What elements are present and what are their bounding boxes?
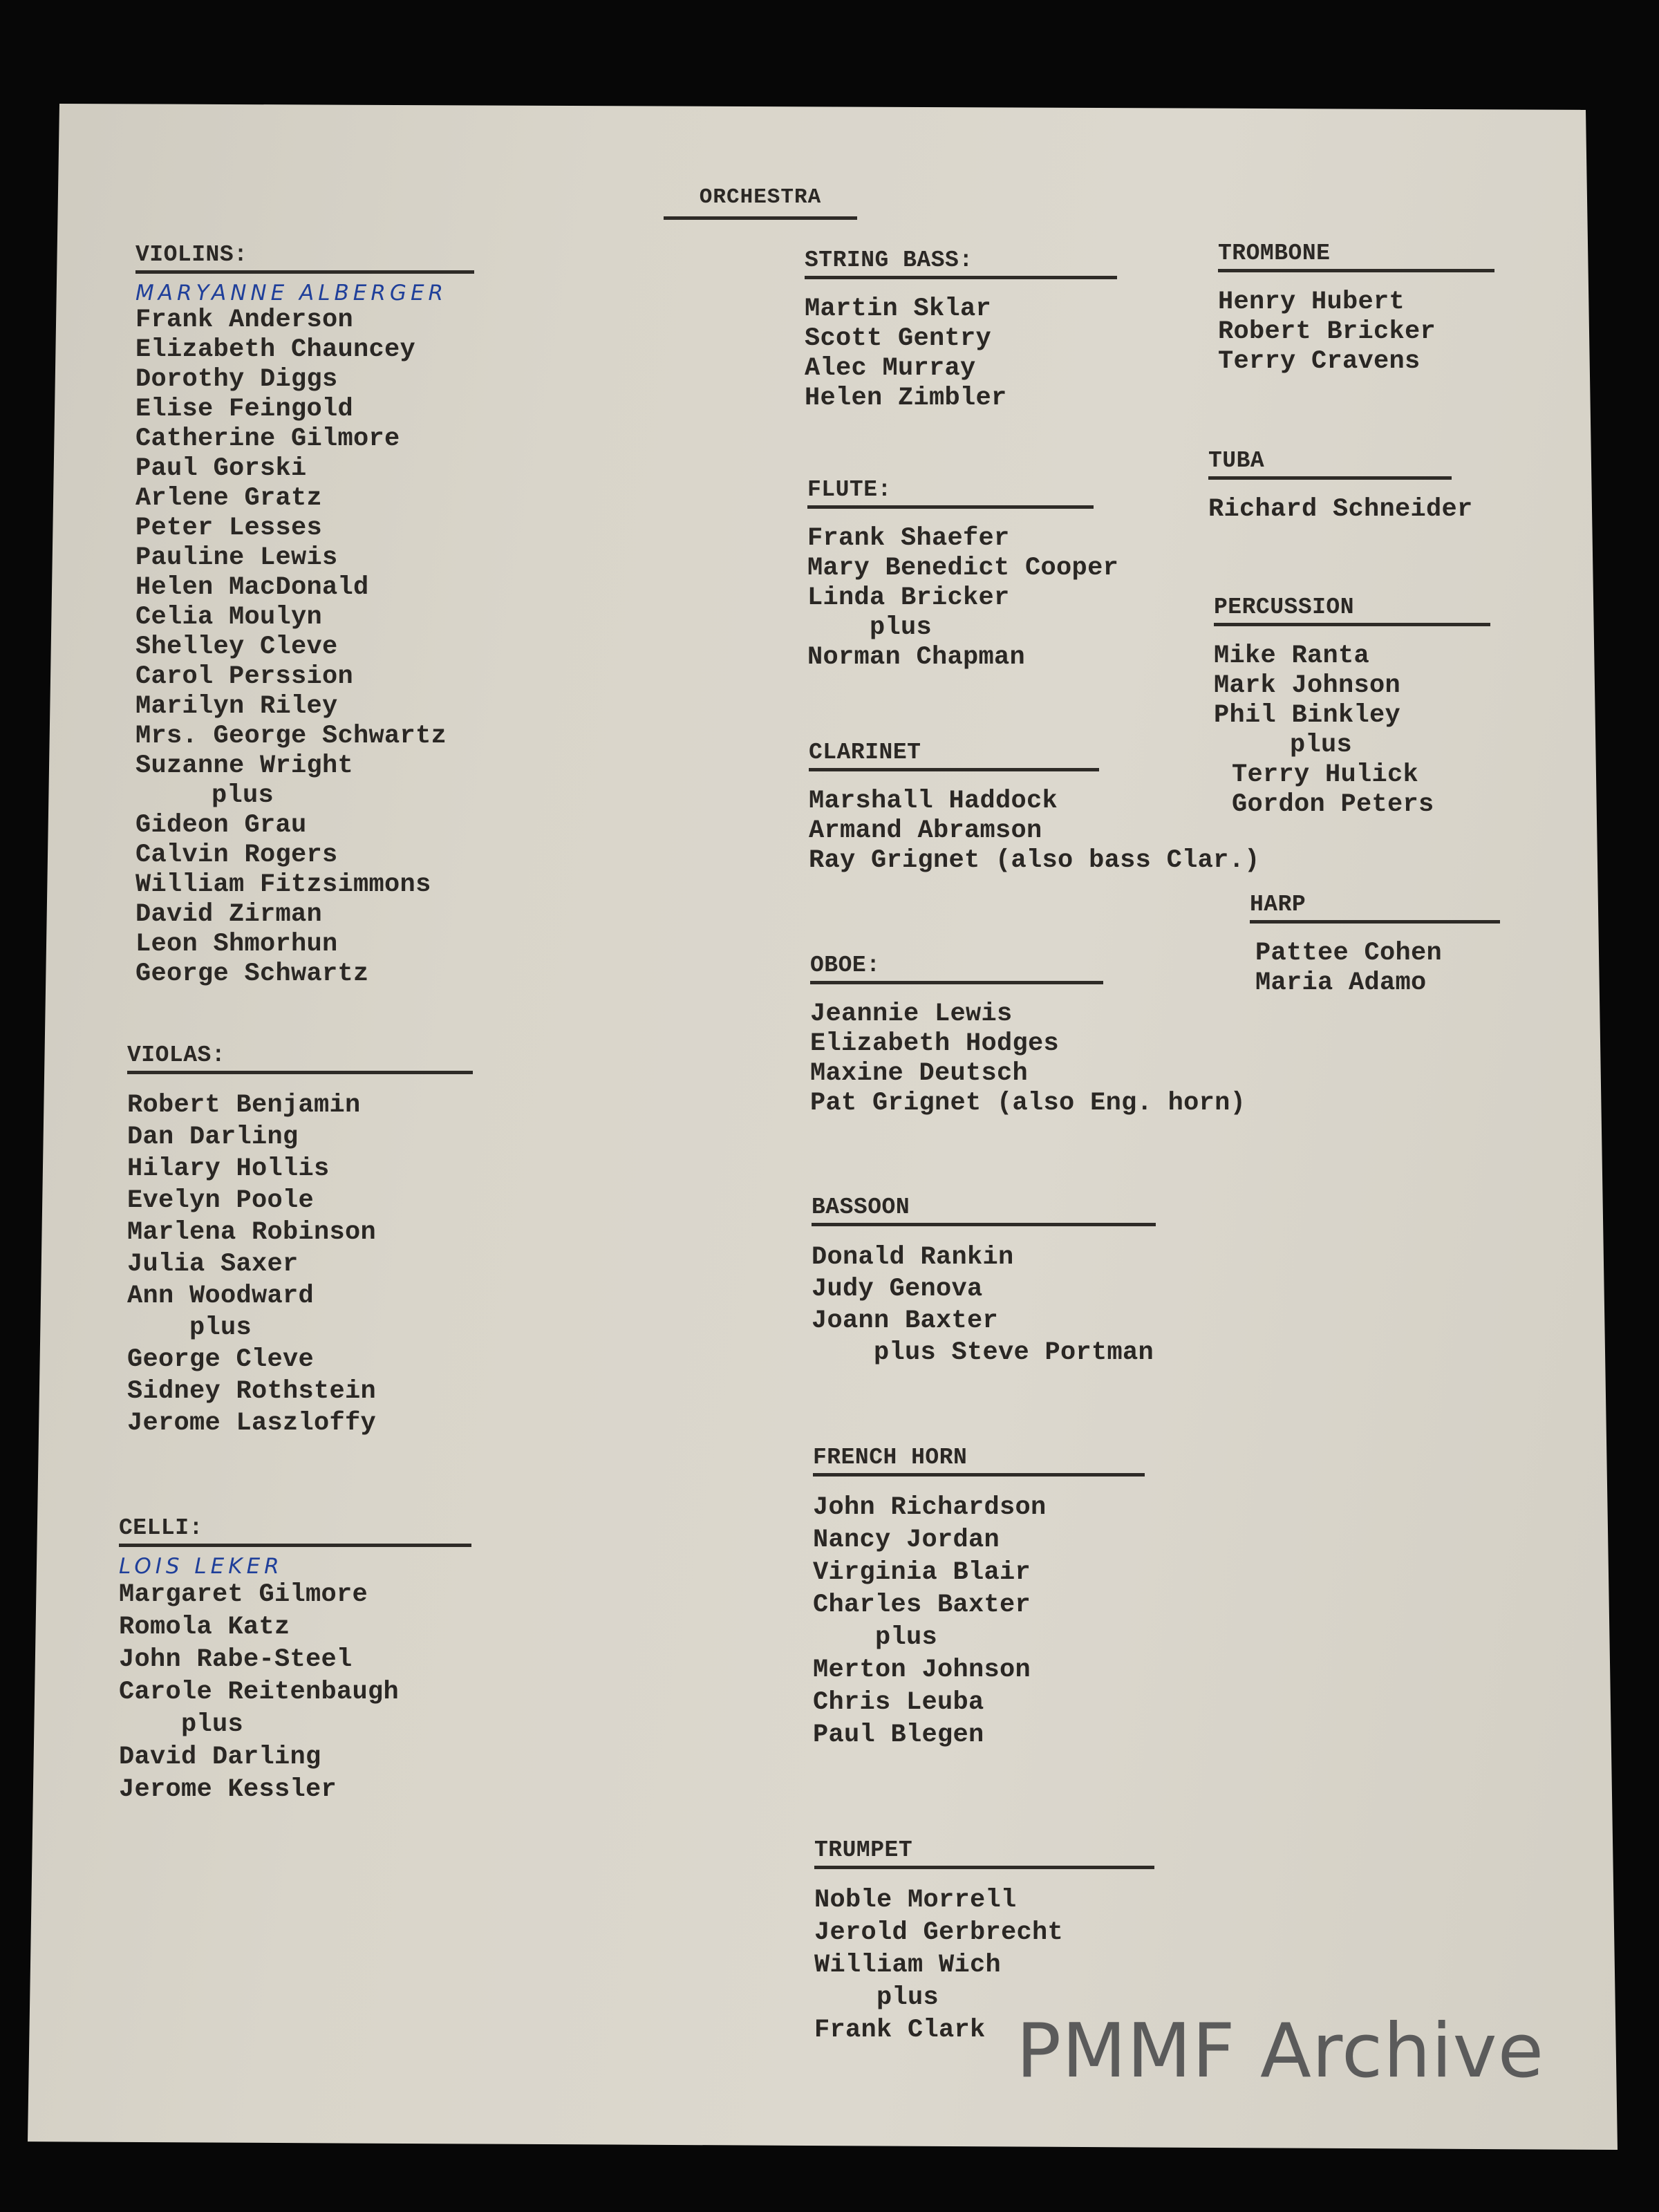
section-header: VIOLAS: [127, 1042, 473, 1074]
member-name: Peter Lesses [135, 514, 323, 543]
section-header: VIOLINS: [135, 242, 474, 274]
section-header: CLARINET [809, 740, 1099, 771]
member-name: Dan Darling [127, 1123, 299, 1152]
member-name: Pattee Cohen [1255, 939, 1443, 968]
member-name: Calvin Rogers [135, 841, 338, 870]
member-name: Robert Bricker [1218, 317, 1436, 346]
member-name: Scott Gentry [805, 324, 992, 353]
section-clarinet [809, 740, 1260, 876]
section-trombone [1218, 241, 1494, 377]
member-name: Jerome Kessler [119, 1775, 337, 1804]
member-name: Terry Cravens [1218, 347, 1421, 376]
member-name: Marlena Robinson [127, 1218, 377, 1247]
member-name: Evelyn Poole [127, 1186, 315, 1215]
member-name: Phil Binkley [1214, 701, 1401, 730]
member-name: Robert Benjamin [127, 1091, 361, 1120]
member-name: Ann Woodward [127, 1282, 315, 1311]
page-title: ORCHESTRA [664, 185, 857, 220]
member-name: Elizabeth Hodges [810, 1029, 1060, 1058]
member-name: Suzanne Wright [135, 751, 354, 780]
member-name: Terry Hulick [1232, 760, 1419, 789]
archive-watermark: PMMF Archive [1016, 2008, 1545, 2094]
member-name: Armand Abramson [809, 816, 1042, 845]
member-name: Pat Grignet (also Eng. horn) [810, 1089, 1246, 1118]
member-name: Frank Clark [814, 2016, 986, 2045]
member-name: Jeannie Lewis [810, 1000, 1013, 1029]
member-name: Shelley Cleve [135, 632, 338, 662]
plus-label: plus [875, 1623, 938, 1652]
section-celli [119, 1515, 471, 1806]
member-name: Helen MacDonald [135, 573, 369, 602]
member-name: Maria Adamo [1255, 968, 1427, 997]
member-name: Arlene Gratz [135, 484, 323, 513]
member-name: Dorothy Diggs [135, 365, 338, 394]
member-name: Carole Reitenbaugh [119, 1678, 400, 1707]
member-name: Norman Chapman [807, 643, 1026, 672]
section-french-horn [813, 1445, 1145, 1752]
section-header: TRUMPET [814, 1837, 1154, 1869]
member-name: Judy Genova [812, 1275, 983, 1304]
member-name: Merton Johnson [813, 1656, 1031, 1685]
section-header: STRING BASS: [805, 247, 1117, 279]
member-name: Gideon Grau [135, 811, 307, 840]
member-name: Margaret Gilmore [119, 1580, 368, 1609]
member-name: George Cleve [127, 1345, 315, 1374]
plus-label: plus [189, 1313, 252, 1342]
member-name: Linda Bricker [807, 583, 1010, 612]
section-bassoon [812, 1194, 1156, 1369]
plus-label: plus [877, 1983, 939, 2012]
section-violins [135, 242, 474, 989]
member-name: Gordon Peters [1232, 790, 1434, 819]
member-name: Elizabeth Chauncey [135, 335, 416, 364]
member-name: Mark Johnson [1214, 671, 1401, 700]
section-tuba [1208, 448, 1473, 525]
member-name: Paul Blegen [813, 1721, 984, 1750]
member-name: Henry Hubert [1218, 288, 1405, 317]
section-header: CELLI: [119, 1515, 471, 1547]
section-string-bass [805, 247, 1117, 413]
member-name: Richard Schneider [1208, 495, 1473, 524]
member-name: Jerold Gerbrecht [814, 1918, 1064, 1947]
member-name: Maxine Deutsch [810, 1059, 1029, 1088]
section-harp [1250, 892, 1500, 998]
member-name: Mary Benedict Cooper [807, 554, 1119, 583]
member-name: Virginia Blair [813, 1558, 1031, 1587]
member-name: Paul Gorski [135, 454, 307, 483]
section-violas [127, 1042, 473, 1439]
plus-label: plus [870, 613, 932, 642]
plus-label: plus [1290, 731, 1353, 760]
member-name: Martin Sklar [805, 294, 992, 324]
member-name: Joann Baxter [812, 1306, 999, 1335]
member-name: John Richardson [813, 1493, 1047, 1522]
section-header: PERCUSSION [1214, 594, 1490, 626]
member-name: William Wich [814, 1951, 1002, 1980]
member-name: Carol Perssion [135, 662, 354, 691]
plus-label: plus [181, 1710, 244, 1739]
member-name: Mrs. George Schwartz [135, 722, 447, 751]
handwritten-name: MARYANNE ALBERGER [135, 281, 448, 306]
member-name: David Darling [119, 1743, 321, 1772]
member-name: Charles Baxter [813, 1591, 1031, 1620]
member-name: George Schwartz [135, 959, 369, 988]
section-header: FRENCH HORN [813, 1445, 1145, 1477]
section-header: HARP [1250, 892, 1500, 924]
section-header: TROMBONE [1218, 241, 1494, 272]
section-header: TUBA [1208, 448, 1452, 480]
member-name: Mike Ranta [1214, 641, 1370, 671]
member-name: Frank Anderson [135, 306, 354, 335]
member-name: Celia Moulyn [135, 603, 323, 632]
plus-label: plus [212, 781, 274, 810]
member-name: Elise Feingold [135, 395, 354, 424]
member-name: Julia Saxer [127, 1250, 299, 1279]
member-name: Donald Rankin [812, 1243, 1014, 1272]
plus-label: plus Steve Portman [874, 1338, 1154, 1367]
member-name: Marshall Haddock [809, 787, 1058, 816]
member-name: Romola Katz [119, 1613, 290, 1642]
handwritten-name: LOIS LEKER [119, 1554, 283, 1579]
member-name: Helen Zimbler [805, 384, 1007, 413]
section-oboe [810, 953, 1246, 1118]
section-flute [807, 477, 1119, 673]
member-name: Marilyn Riley [135, 692, 338, 721]
member-name: Hilary Hollis [127, 1154, 330, 1183]
section-percussion [1214, 594, 1490, 820]
member-name: Catherine Gilmore [135, 424, 400, 453]
member-name: Chris Leuba [813, 1688, 984, 1717]
member-name: Nancy Jordan [813, 1526, 1000, 1555]
member-name: Jerome Laszloffy [127, 1409, 377, 1438]
member-name: Leon Shmorhun [135, 930, 338, 959]
member-name: Alec Murray [805, 354, 976, 383]
section-header: FLUTE: [807, 477, 1094, 509]
member-name: Noble Morrell [814, 1886, 1017, 1915]
section-header: OBOE: [810, 953, 1103, 984]
section-header: BASSOON [812, 1194, 1156, 1226]
member-name: Frank Shaefer [807, 524, 1010, 553]
member-name: John Rabe-Steel [119, 1645, 353, 1674]
member-name: David Zirman [135, 900, 323, 929]
member-name: William Fitzsimmons [135, 870, 431, 899]
member-name: Sidney Rothstein [127, 1377, 377, 1406]
member-name: Ray Grignet (also bass Clar.) [809, 846, 1260, 875]
member-name: Pauline Lewis [135, 543, 338, 572]
